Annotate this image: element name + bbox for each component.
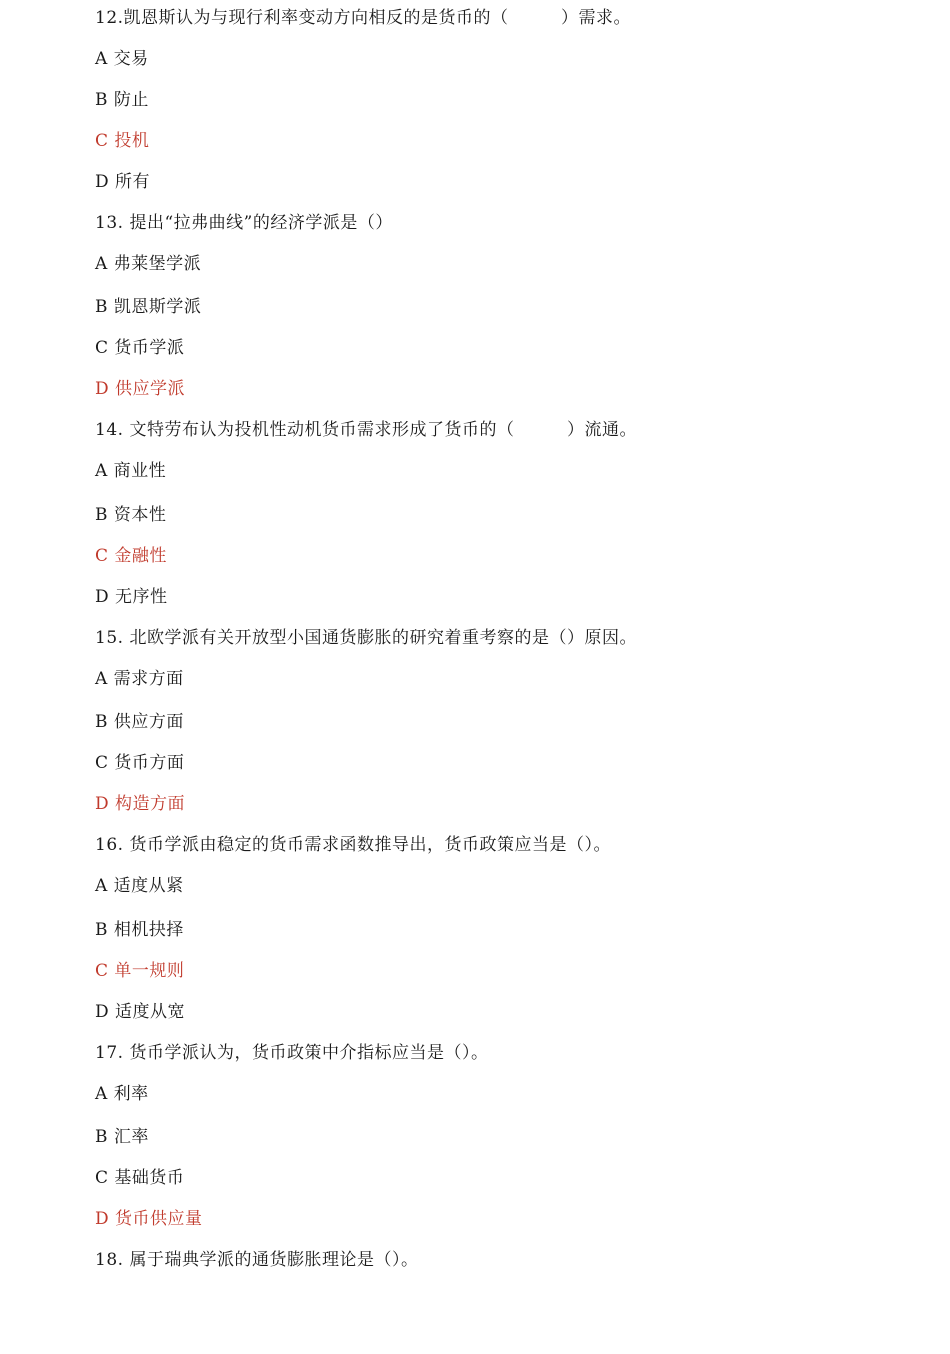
question-17-option-a: A 利率 — [95, 1084, 149, 1104]
question-15-option-b: B 供应方面 — [95, 712, 184, 732]
question-16-option-a: A 适度从紧 — [95, 876, 184, 896]
question-14-stem: 14. 文特劳布认为投机性动机货币需求形成了货币的（ ）流通。 — [95, 420, 637, 440]
question-14-option-b: B 资本性 — [95, 505, 167, 525]
question-12-stem: 12.凯恩斯认为与现行利率变动方向相反的是货币的（ ）需求。 — [95, 8, 632, 28]
question-14-option-c-answer: C 金融性 — [95, 546, 167, 566]
question-17-option-c: C 基础货币 — [95, 1168, 185, 1188]
question-16-option-d: D 适度从宽 — [95, 1002, 186, 1022]
question-16-option-b: B 相机抉择 — [95, 920, 184, 940]
question-17-option-b: B 汇率 — [95, 1127, 149, 1147]
question-14-option-d: D 无序性 — [95, 587, 168, 607]
question-16-stem: 16. 货币学派由稳定的货币需求函数推导出，货币政策应当是（）。 — [95, 835, 611, 855]
question-17-stem: 17. 货币学派认为，货币政策中介指标应当是（）。 — [95, 1043, 489, 1063]
question-12-option-d: D 所有 — [95, 172, 151, 192]
question-13-stem: 13. 提出“拉弗曲线”的经济学派是（） — [95, 213, 393, 233]
question-18-stem: 18. 属于瑞典学派的通货膨胀理论是（）。 — [95, 1250, 419, 1270]
question-13-option-b: B 凯恩斯学派 — [95, 297, 202, 317]
question-14-option-a: A 商业性 — [95, 461, 167, 481]
question-15-option-d-answer: D 构造方面 — [95, 794, 186, 814]
question-13-option-d-answer: D 供应学派 — [95, 379, 186, 399]
question-15-stem: 15. 北欧学派有关开放型小国通货膨胀的研究着重考察的是（）原因。 — [95, 628, 637, 648]
question-12-option-b: B 防止 — [95, 90, 149, 110]
question-12-option-a: A 交易 — [95, 49, 149, 69]
question-15-option-a: A 需求方面 — [95, 669, 184, 689]
question-17-option-d-answer: D 货币供应量 — [95, 1209, 203, 1229]
question-13-option-c: C 货币学派 — [95, 338, 185, 358]
question-12-option-c-answer: C 投机 — [95, 131, 150, 151]
question-13-option-a: A 弗莱堡学派 — [95, 254, 202, 274]
question-16-option-c-answer: C 单一规则 — [95, 961, 185, 981]
question-15-option-c: C 货币方面 — [95, 753, 185, 773]
